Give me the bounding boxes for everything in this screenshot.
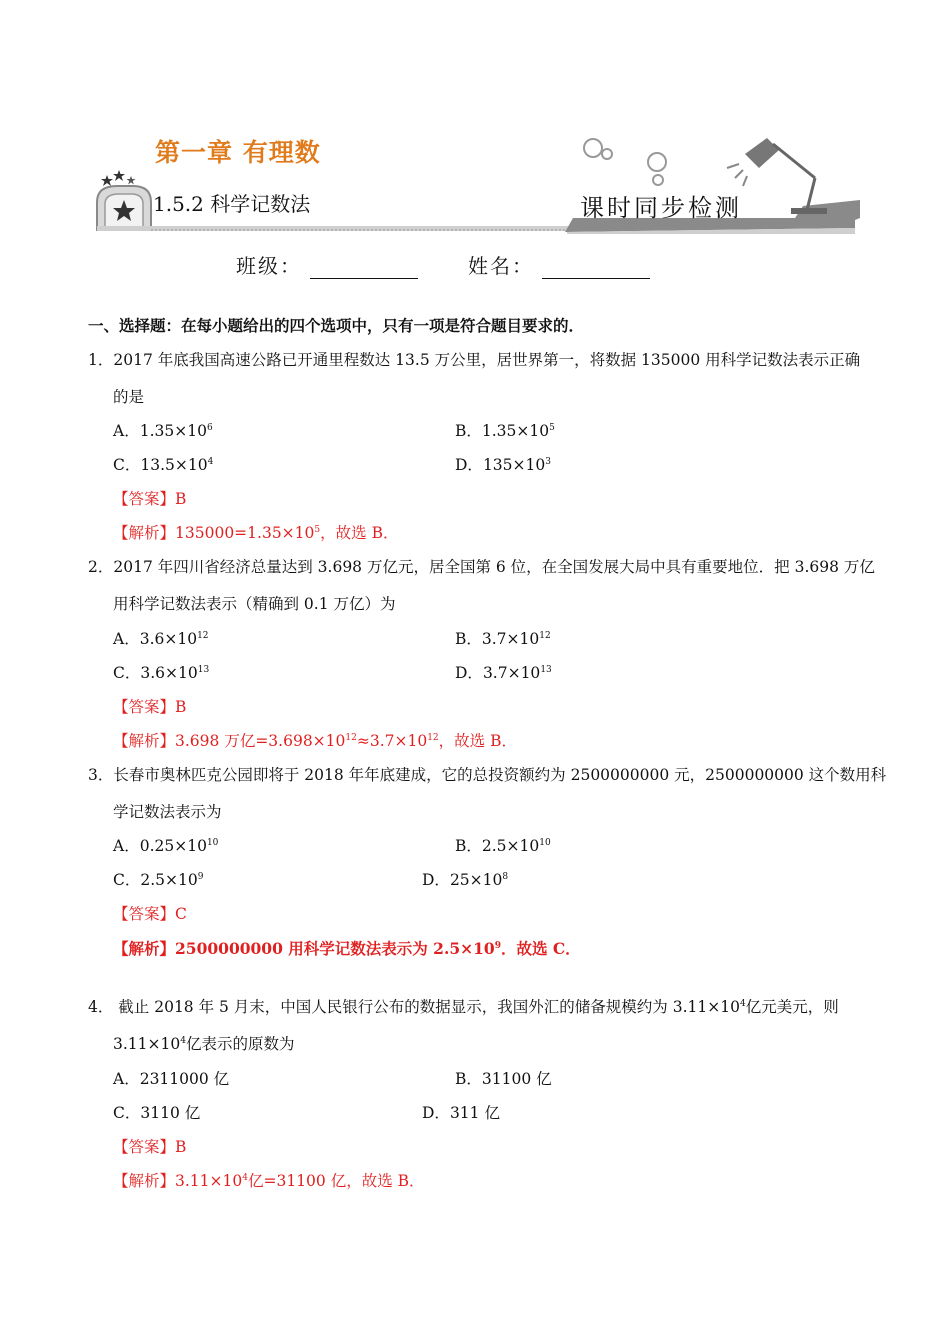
q2-answer: 【答案】B — [113, 698, 187, 716]
q2-stem-line1: 2．2017 年四川省经济总量达到 3.698 万亿元，居全国第 6 位，在全国发展大局中具有重要地位．把 3.698 万亿 — [88, 558, 875, 576]
q2-option-d[interactable]: D．$3.7\times 10^{13}$ — [455, 664, 552, 682]
q3-analysis: 【解析】2500000000 用科学记数法表示为 $2.5\times 10^9$．故选 C． — [113, 939, 581, 958]
badge-title: 课时同步检测 — [580, 194, 742, 222]
chapter-title: 第一章 有理数 — [155, 138, 321, 167]
q4-option-b[interactable]: B．31100 亿 — [455, 1070, 552, 1088]
name-field[interactable] — [468, 250, 650, 279]
q1-stem-line1: 1．2017 年底我国高速公路已开通里程数达 13.5 万公里，居世界第一，将数据 135000 用科学记数法表示正确 — [88, 351, 861, 369]
section-title: 1.5.2 科学记数法 — [153, 192, 311, 216]
class-blank[interactable] — [310, 258, 418, 279]
class-field[interactable] — [236, 250, 418, 279]
q4-option-c[interactable]: C．3110 亿 — [113, 1104, 201, 1122]
q3-stem-line2: 学记数法表示为 — [113, 803, 222, 821]
q2-analysis: 【解析】3.698 万亿$=3.698\times 10^{12}\approx 3.7\times 10^{12}$，故选 B． — [113, 732, 517, 750]
q4-answer: 【答案】B — [113, 1138, 187, 1156]
q1-option-a[interactable]: A．$1.35\times 10^6$ — [113, 422, 213, 440]
q2-option-b[interactable]: B．$3.7\times 10^{12}$ — [455, 630, 551, 648]
q4-stem-line2: $3.11\times 10^4$亿表示的原数为 — [113, 1035, 295, 1053]
q1-option-c[interactable]: C．$13.5\times 10^4$ — [113, 456, 214, 474]
q3-option-b[interactable]: B．$2.5\times 10^{10}$ — [455, 837, 551, 855]
q1-stem-line2: 的是 — [113, 388, 145, 406]
q3-stem-line1: 3．长春市奥林匹克公园即将于 2018 年年底建成，它的总投资额约为 2500000000 元，2500000000 这个数用科 — [88, 766, 887, 784]
name-blank[interactable] — [542, 258, 650, 279]
q1-option-b[interactable]: B．$1.35\times 10^5$ — [455, 422, 555, 440]
q4-analysis: 【解析】$3.11\times 10^4$亿=31100 亿，故选 B． — [113, 1172, 425, 1190]
q4-option-a[interactable]: A．2311000 亿 — [113, 1070, 230, 1088]
q1-analysis: 【解析】$135000=1.35\times 10^5$，故选 B． — [113, 524, 399, 542]
q2-option-c[interactable]: C．$3.6\times 10^{13}$ — [113, 664, 210, 682]
q3-answer: 【答案】C — [113, 905, 187, 923]
q4-stem-line1: 4． 截止 2018 年 5 月末，中国人民银行公布的数据显示，我国外汇的储备规模约为 $3.11\times 10^4$亿元美元，则 — [88, 998, 839, 1016]
q2-option-a[interactable]: A．$3.6\times 10^{12}$ — [113, 630, 209, 648]
name-label: 姓名： — [468, 254, 534, 278]
q3-option-c[interactable]: C．$2.5\times 10^9$ — [113, 871, 204, 889]
q3-option-a[interactable]: A．$0.25\times 10^{10}$ — [113, 837, 219, 855]
star-badge-icon — [97, 170, 151, 230]
q2-stem-line2: 用科学记数法表示（精确到 0.1 万亿）为 — [113, 595, 396, 613]
q3-option-d[interactable]: D．$25\times 10^8$ — [422, 871, 509, 889]
q1-option-d[interactable]: D．$135\times 10^3$ — [455, 456, 551, 474]
class-label: 班级： — [236, 254, 302, 278]
q1-answer: 【答案】B — [113, 490, 187, 508]
q4-option-d[interactable]: D．311 亿 — [422, 1104, 500, 1122]
instructions: 一、选择题：在每小题给出的四个选项中，只有一项是符合题目要求的． — [88, 316, 585, 335]
